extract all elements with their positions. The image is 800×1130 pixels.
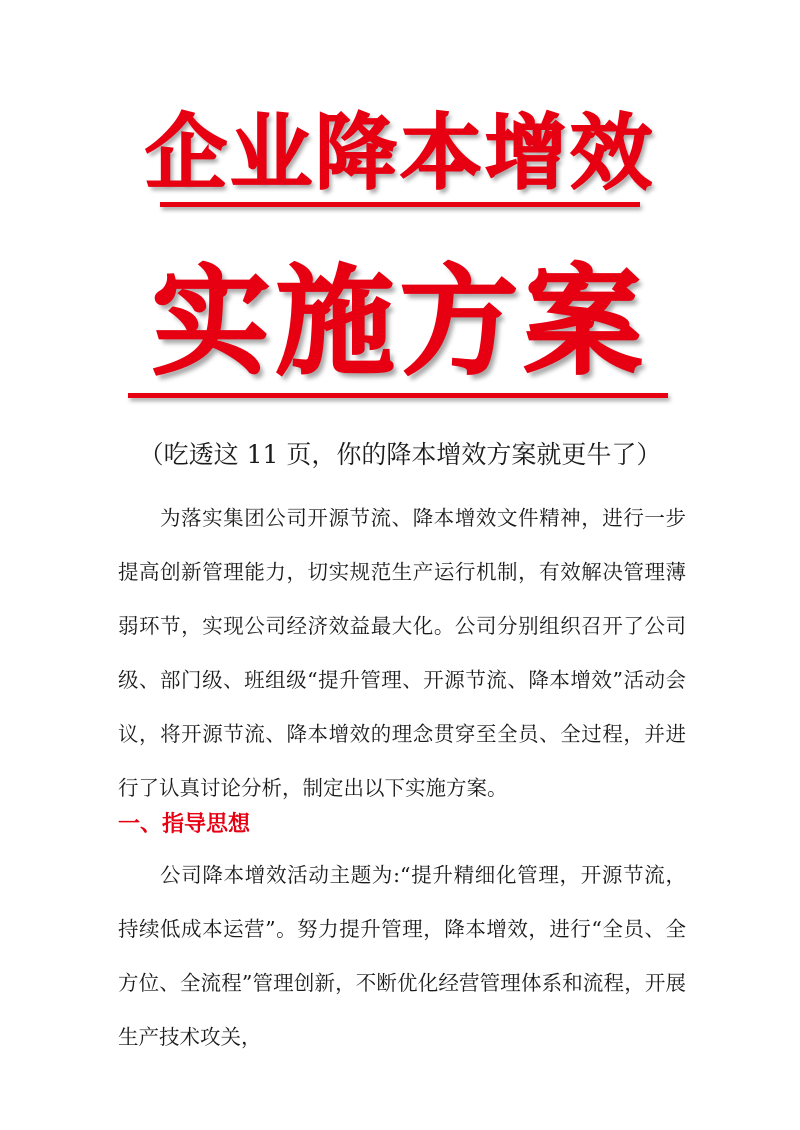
title-line-2-container (0, 253, 800, 391)
section-1-paragraph: 公司降本增效活动主题为:“提升精细化管理，开源节流，持续低成本运营”。努力提升管理，降本增效，进行“全员、全方位、全流程”管理创新，不断优化经营管理体系和流程，开展生产技术攻关， (118, 863, 686, 1049)
title-underline-1 (160, 202, 640, 207)
document-title-line-2: 实施方案 (151, 253, 648, 391)
title-underline-2 (128, 393, 668, 398)
title-line-1-container (0, 108, 800, 200)
intro-paragraph: 为落实集团公司开源节流、降本增效文件精神，进行一步提高创新管理能力，切实规范生产运行机制，有效解决管理薄弱环节，实现公司经济效益最大化。公司分别组织召开了公司级、部门级、班组级“提升管理、开源节流、降本增效”活动会议，将开源节流、降本增效的理念贯穿至全员、全过程，并进行了认真讨论分析，制定出以下实施方案。 (118, 506, 686, 800)
document-subtitle: （吃透这 11 页，你的降本增效方案就更牛了） (138, 440, 662, 469)
section-heading-guiding-ideology: 一、指导思想 (118, 812, 251, 837)
document-title-line-1: 企业降本增效 (144, 106, 655, 201)
